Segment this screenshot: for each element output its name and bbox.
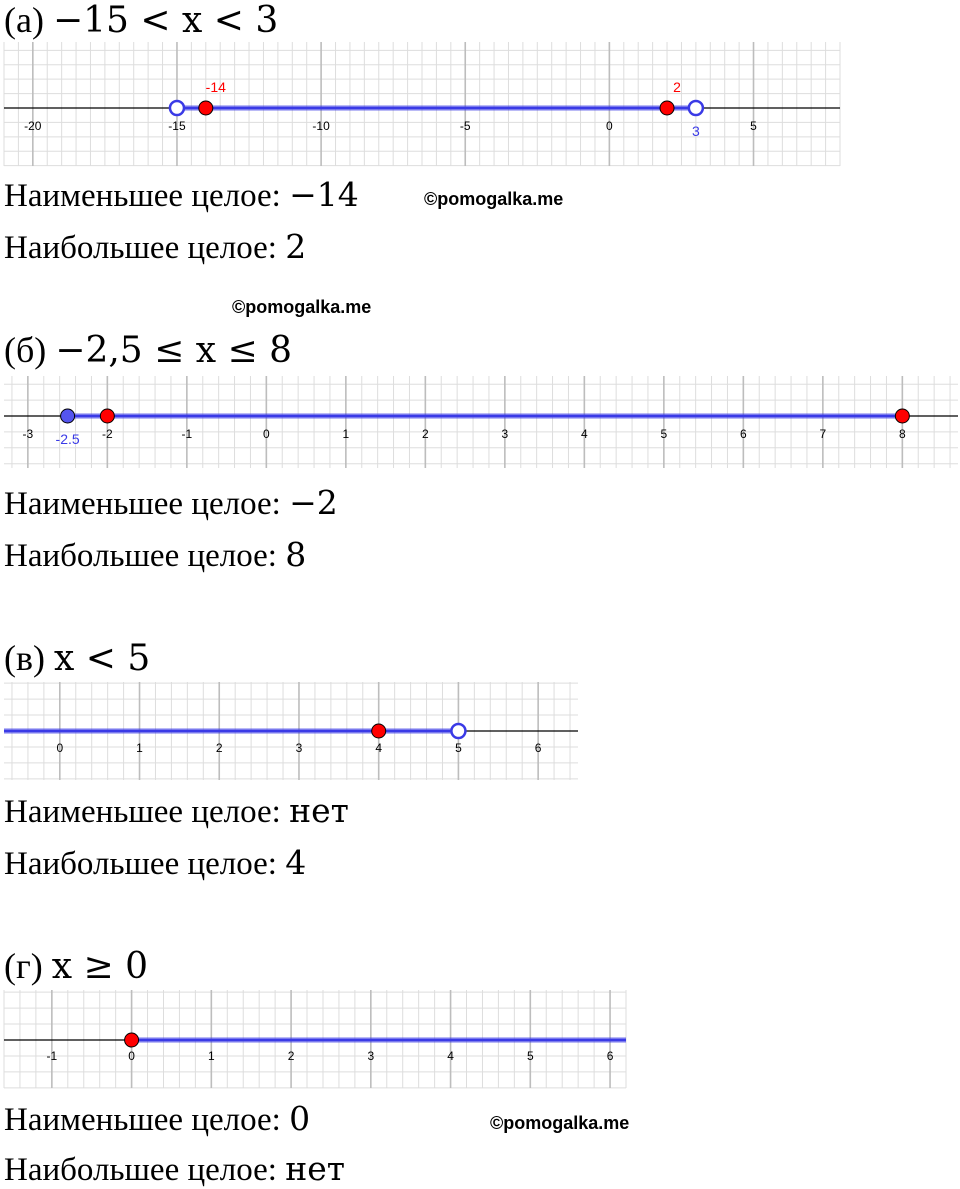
max-label: Наибольшее целое: [4, 1152, 286, 1188]
tick-label: -3 [22, 427, 34, 441]
tick-label: 3 [367, 1049, 375, 1063]
tick-label: 4 [581, 427, 588, 441]
tick-label: 6 [740, 427, 747, 441]
problem-c-inequality: x < 5 [53, 638, 151, 679]
problem-b-heading [4, 330, 292, 371]
tick-label: -5 [459, 119, 471, 133]
point-label: 3 [691, 123, 700, 139]
tick-label: -1 [181, 427, 193, 441]
problem-d-inequality: x ≥ 0 [51, 946, 149, 987]
problem-c-letter: (в) [4, 638, 45, 678]
tick-label: 3 [295, 741, 303, 755]
tick-label: 6 [606, 1049, 614, 1063]
tick-label: 1 [207, 1049, 215, 1063]
max-label: Наибольшее целое: [4, 230, 286, 266]
point-label: -14 [205, 79, 226, 95]
grid [4, 42, 840, 166]
tick-label: 1 [136, 741, 143, 755]
tick-label: 5 [750, 119, 757, 133]
tick-label: -1 [46, 1049, 58, 1063]
min-label: Наименьшее целое: [4, 486, 290, 522]
problem-d-min [4, 1100, 310, 1139]
open-endpoint [170, 101, 184, 115]
min-label: Наименьшее целое: [4, 1102, 290, 1138]
tick-label: 5 [526, 1049, 534, 1063]
tick-label: 7 [819, 427, 827, 441]
number-line-b [4, 376, 958, 468]
problem-c-min [4, 792, 349, 831]
tick-label: 4 [447, 1049, 454, 1063]
tick-label: 0 [56, 741, 64, 755]
min-label: Наименьшее целое: [4, 178, 290, 214]
number-line-c [4, 682, 578, 780]
watermark: ©pomogalka.me [232, 297, 372, 317]
max-value: 2 [285, 227, 307, 266]
tick-label: 3 [501, 427, 509, 441]
problem-c-max [4, 844, 306, 883]
tick-label: 2 [215, 741, 223, 755]
watermark: ©pomogalka.me [490, 1113, 630, 1133]
integer-point [372, 724, 386, 738]
tick-label: 1 [342, 427, 350, 441]
number-line-a [4, 42, 840, 166]
problem-b-letter: (б) [4, 330, 47, 370]
tick-label: 8 [899, 427, 906, 441]
tick-label: 5 [660, 427, 668, 441]
tick-label: 0 [263, 427, 270, 441]
tick-label: 4 [375, 741, 383, 755]
max-value: 4 [285, 843, 307, 882]
problem-d-heading [4, 946, 148, 987]
tick-label: -20 [24, 119, 42, 133]
min-value: нет [289, 791, 349, 830]
closed-endpoint [61, 409, 75, 423]
point-label: -2.5 [55, 431, 80, 447]
tick-label: 5 [455, 741, 462, 755]
integer-point [895, 409, 909, 423]
tick-label: 2 [422, 427, 429, 441]
tick-label: -15 [168, 119, 186, 133]
problem-a-heading [4, 0, 278, 41]
number-line-d [4, 990, 626, 1088]
tick-label: 6 [534, 741, 542, 755]
min-label: Наименьшее целое: [4, 794, 290, 830]
tick-label: -2 [102, 427, 113, 441]
point-label: 2 [673, 79, 681, 95]
problem-d-max [4, 1150, 345, 1189]
max-label: Наибольшее целое: [4, 846, 286, 882]
problem-a-letter: (а) [4, 0, 44, 40]
problem-a-inequality: −15 < x < 3 [52, 0, 279, 41]
integer-point [660, 101, 674, 115]
open-endpoint [451, 724, 465, 738]
tick-label: 0 [606, 119, 613, 133]
min-value: 0 [289, 1099, 311, 1138]
tick-label: 0 [128, 1049, 135, 1063]
grid [4, 376, 958, 468]
watermark: ©pomogalka.me [424, 189, 564, 209]
min-value: −14 [289, 175, 359, 214]
problem-b-min [4, 484, 338, 523]
integer-point [100, 409, 114, 423]
integer-point [199, 101, 213, 115]
min-value: −2 [289, 483, 338, 522]
max-value: 8 [285, 535, 307, 574]
max-value: нет [285, 1149, 345, 1188]
problem-a-min [4, 176, 359, 215]
problem-b-max [4, 536, 306, 575]
problem-b-inequality: −2,5 ≤ x ≤ 8 [55, 330, 293, 371]
problem-c-heading [4, 638, 150, 679]
max-label: Наибольшее целое: [4, 538, 286, 574]
tick-label: -10 [312, 119, 330, 133]
problem-d-letter: (г) [4, 946, 43, 986]
open-endpoint [689, 101, 703, 115]
tick-label: 2 [287, 1049, 295, 1063]
integer-point [125, 1033, 139, 1047]
problem-a-max [4, 228, 306, 267]
